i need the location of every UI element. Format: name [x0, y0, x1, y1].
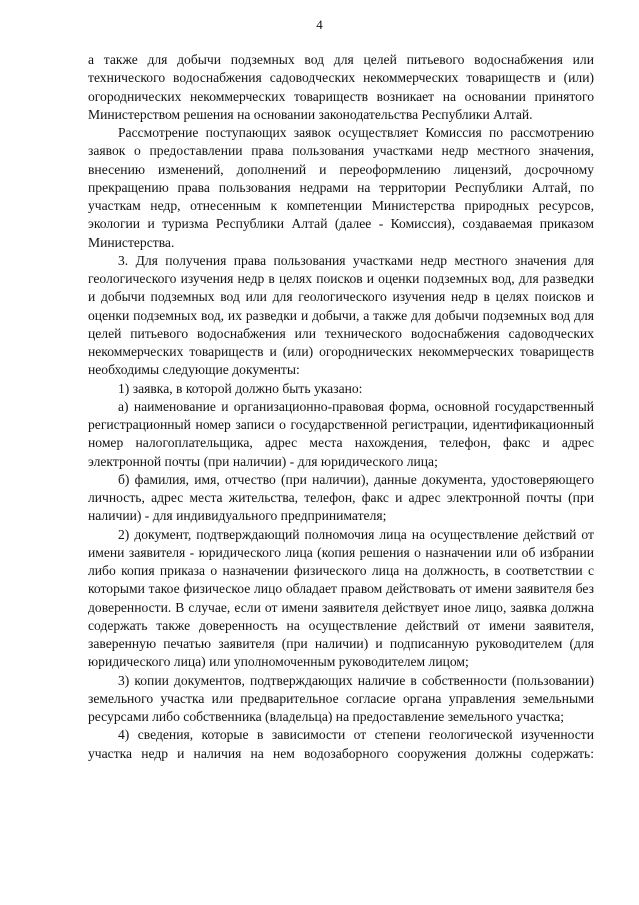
paragraph-subitem-1a: а) наименование и организационно-правовая форма, основной государственный регистрационный номер записи о государственной регистрации, идентификационный номер налогоплательщика, адрес места нахождения, телефон, факс и адрес электронной почты (при наличии) - для юридического лица;: [88, 398, 594, 469]
paragraph-continuation: а также для добычи подземных вод для целей питьевого водоснабжения или технического водоснабжения садоводческих некоммерческих товариществ и (или) огороднических некоммерческих товариществ возникает на основании принятого Министерством решения на основании законодательства Республики Алтай.: [88, 52, 594, 122]
document-body: [88, 51, 594, 781]
paragraph-item-3: 3. Для получения права пользования участками недр местного значения для геологического изучения недр в целях поисков и оценки подземных вод, для разведки и добычи подземных вод или для геологического изучения недр в целях поисков и оценки подземных вод, их разведки и добычи, а также для добычи подземных вод для целей питьевого водоснабжения или технического водоснабжения садоводческих некоммерческих товариществ и (или) огороднических некоммерческих товариществ необходимы следующие документы:: [88, 252, 594, 378]
page-number: 4: [316, 17, 323, 32]
paragraph-subitem-1: 1) заявка, в которой должно быть указано:: [118, 380, 363, 396]
paragraph-subitem-4: 4) сведения, которые в зависимости от степени геологической изученности участка недр и наличия на нем водозаборного сооружения должны содержать:: [88, 727, 594, 761]
paragraph-subitem-1b: б) фамилия, имя, отчество (при наличии), данные документа, удостоверяющего личность, адрес места жительства, телефон, факс и адрес электронной почты (при наличии) - для индивидуального предпринимателя;: [88, 471, 594, 524]
paragraph-subitem-3: 3) копии документов, подтверждающих наличие в собственности (пользовании) земельного участка или предварительное согласие органа управления земельными ресурсами либо собственника (владельца) на предоставление земельного участка;: [88, 672, 594, 724]
paragraph-commission: Рассмотрение поступающих заявок осуществляет Комиссия по рассмотрению заявок о предоставлении права пользования участками недр местного значения, внесению изменений, дополнений и переоформлению лицензий, досрочному прекращению права пользования недрами на территории Республики Алтай, по участкам недр, отнесенным к компетенции Министерства природных ресурсов, экологии и туризма Республики Алтай (далее - Комиссия), создаваемая приказом Министерства.: [88, 125, 594, 250]
paragraph-subitem-2: 2) документ, подтверждающий полномочия лица на осуществление действий от имени заявителя - юридического лица (копия решения о назначении или об избрании либо копия приказа о назначении физического лица на должность, в соответствии с которыми такое физическое лицо обладает правом действовать от имени заявителя без доверенности. В случае, если от имени заявителя действует иное лицо, заявка должна содержать также доверенность на осуществление действий от имени заявителя, заверенную печатью заявителя (при наличии) и подписанную руководителем (для юридического лица) или уполномоченным руководителем лицом;: [88, 526, 594, 670]
